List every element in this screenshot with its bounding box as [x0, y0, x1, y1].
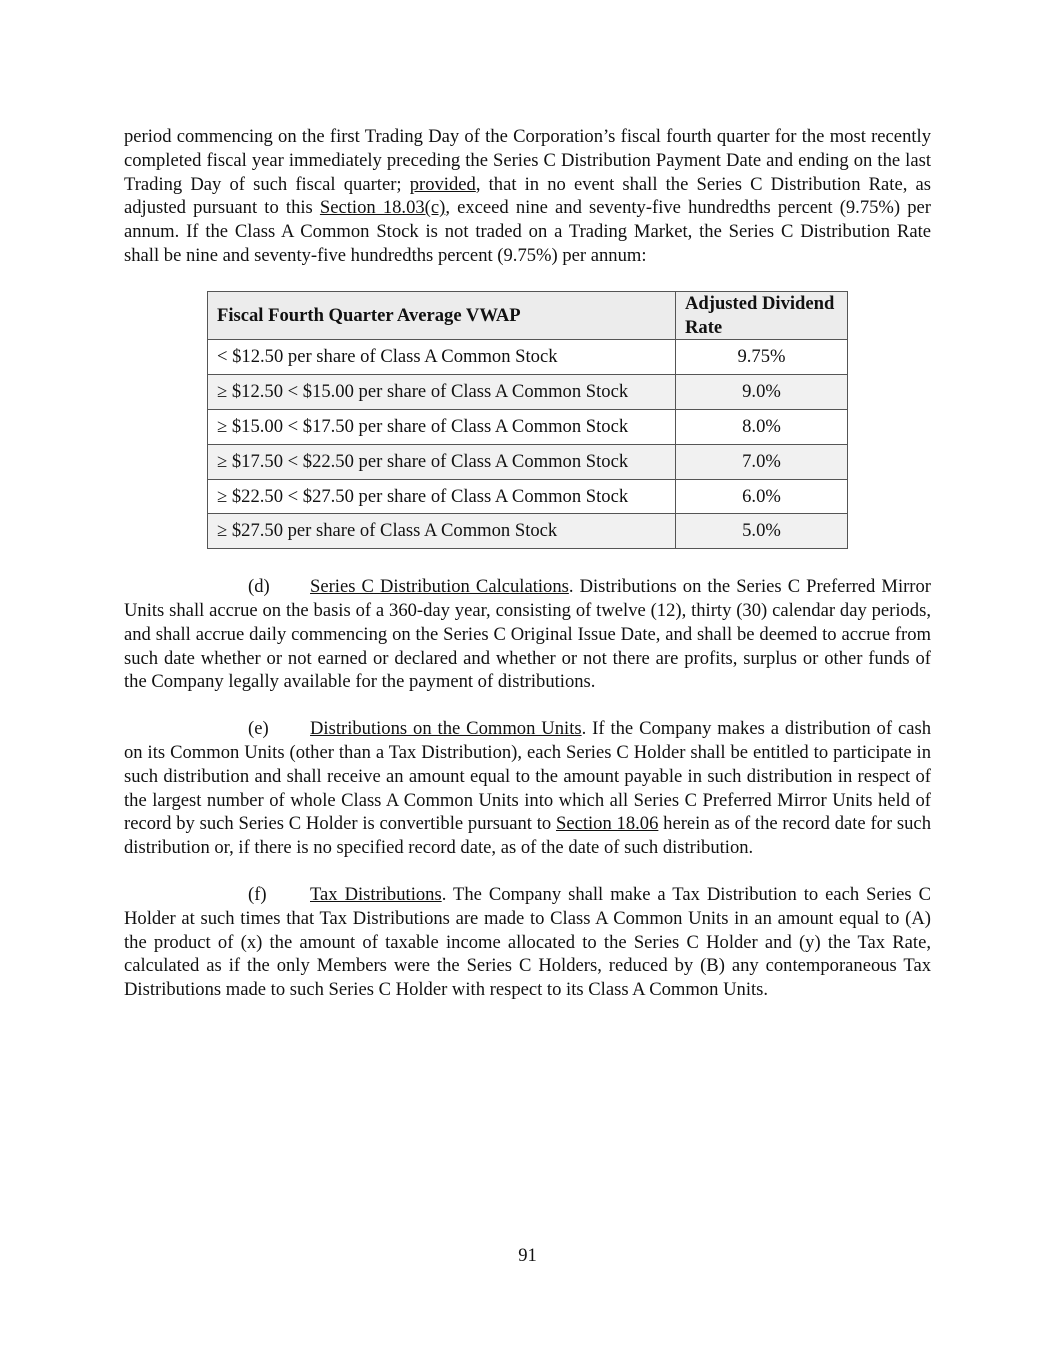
section-d-text: . Distributions on the Series C Preferred Mirror Units shall accrue on the basis of a 360-day year, consisting of twelve (12), thirty (30) calendar day periods, and shall accrue daily commencing on the Series C Original Issue Date, and shall be deemed to accrue from such date whether or not earned or declared and whether or not there are profits, surplus or other funds of the Company legally available for the payment of distributions.	[124, 576, 931, 693]
rate-cell: 9.0%	[676, 375, 848, 410]
page-number: 91	[518, 1245, 537, 1266]
provided-term: provided	[409, 173, 476, 195]
section-e-heading: Distributions on the Common Units	[310, 718, 582, 740]
table-row	[208, 375, 848, 410]
section-d-heading: Series C Distribution Calculations	[310, 576, 569, 598]
vwap-cell: ≥ $12.50 < $15.00 per share of Class A Common Stock	[208, 375, 676, 410]
rate-cell: 5.0%	[676, 514, 848, 549]
section-d-paragraph	[124, 575, 931, 694]
section-reference-link: Section 18.03(c)	[319, 197, 446, 219]
intro-text: period commencing on the first Trading Day of the Corporation’s fiscal fourth quarter for the most recently completed fiscal year immediately preceding the Series C Distribution Payment Date and ending on the last Trading Day of such fiscal quarter;	[124, 126, 931, 195]
section-f-label: (f)	[248, 883, 267, 905]
document-page	[124, 125, 931, 1002]
table-row	[208, 514, 848, 549]
rate-cell: 8.0%	[676, 409, 848, 444]
table-row	[208, 409, 848, 444]
table-row	[208, 479, 848, 514]
section-e-text: herein as of the record date for such distribution or, if there is no specified record date, as of the date of such distribution.	[124, 813, 931, 859]
rate-cell: 6.0%	[676, 479, 848, 514]
header-vwap: Fiscal Fourth Quarter Average VWAP	[208, 291, 676, 340]
section-f-paragraph	[124, 883, 931, 1002]
table-row	[208, 444, 848, 479]
vwap-cell: ≥ $27.50 per share of Class A Common Stock	[208, 514, 676, 549]
section-f-heading: Tax Distributions	[310, 883, 442, 905]
vwap-cell: ≥ $15.00 < $17.50 per share of Class A Common Stock	[208, 409, 676, 444]
intro-text: , exceed nine and seventy-five hundredths percent (9.75%) per annum. If the Class A Common Stock is not traded on a Trading Market, the Series C Distribution Rate shall be nine and seventy-five hundredths percent (9.75%) per annum:	[124, 197, 931, 266]
vwap-cell: ≥ $17.50 < $22.50 per share of Class A Common Stock	[208, 444, 676, 479]
intro-text: , that in no event shall the Series C Distribution Rate, as adjusted pursuant to this	[124, 173, 931, 219]
table-header-row	[208, 291, 848, 340]
section-d-label: (d)	[248, 576, 270, 598]
section-f-text: . The Company shall make a Tax Distribution to each Series C Holder at such times that Tax Distributions are made to Class A Common Units in an amount equal to (A) the product of (x) the amount of taxable income allocated to the Series C Holder and (y) the Tax Rate, calculated as if the only Members were the Series C Holders, reduced by (B) any contemporaneous Tax Distributions made to such Series C Holder with respect to its Class A Common Units.	[124, 883, 931, 1001]
section-e-label: (e)	[248, 718, 269, 740]
vwap-cell: ≥ $22.50 < $27.50 per share of Class A Common Stock	[208, 479, 676, 514]
intro-paragraph	[124, 125, 931, 268]
table-row	[208, 340, 848, 375]
vwap-cell: < $12.50 per share of Class A Common Stock	[208, 340, 676, 375]
section-reference-link: Section 18.06	[555, 813, 659, 835]
rate-cell: 9.75%	[676, 340, 848, 375]
header-rate: Adjusted Dividend Rate	[676, 291, 848, 340]
dividend-rate-table	[207, 291, 848, 549]
rate-cell: 7.0%	[676, 444, 848, 479]
section-e-text: . If the Company makes a distribution of cash on its Common Units (other than a Tax Distribution), each Series C Holder shall be entitled to participate in such distribution and shall receive an amount equal to the amount payable in such distribution in respect of the largest number of whole Class A Common Units into which all Series C Preferred Mirror Units held of record by such Series C Holder is convertible pursuant to	[124, 718, 931, 835]
section-e-paragraph	[124, 717, 931, 860]
